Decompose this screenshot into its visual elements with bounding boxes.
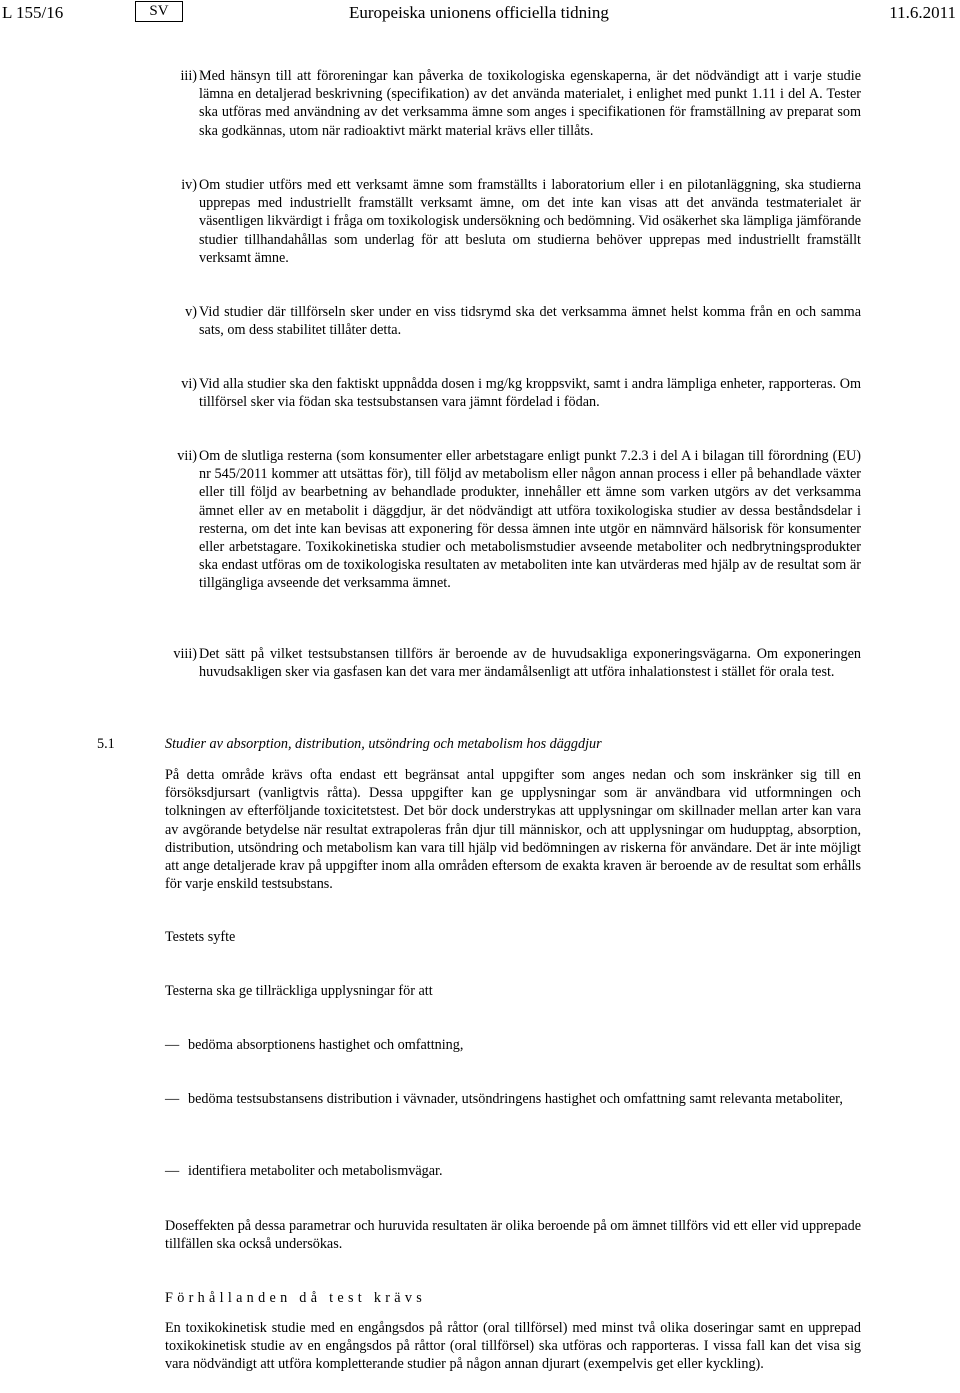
- page-header: [0, 0, 960, 26]
- item-number: vi): [181, 376, 197, 392]
- item-text: Med hänsyn till att föroreningar kan påverka de toxikologiska egenskaperna, är det nödvändigt att i varje studie lämna en detaljerad beskrivning (specifikation) av det använda materialet, i enlighet med punkt 1.11 i del A. Tester ska utföras med användning av det verksamma ämne som anges i specifikationen för framställning av preparat som ska godkännas, utom när radioaktivt märkt material krävs eller tillåts.: [199, 68, 861, 139]
- item-text: Om de slutliga resterna (som konsumenter eller arbetstagare enligt punkt 7.2.3 i del A i bilagan till förordning (EU) nr 545/2011 kommer att utsättas för), till följd av metabolism eller någon annan process i eller på behandlade växter eller till följd av bearbetning av behandlade produkter, innehåller ett ämne som varken utgörs av det verksamma ämnet eller av en metabolit i däggdjur, är det nödvändigt att utföra toxikologiska studier av dessa beståndsdelar i resterna, om det inte kan bevisas att exponering för dessa ämnen inte utgör en nämnvärd hälsorisk för konsumenter eller arbetstagare. Toxikokinetiska studier och metabolismstudier avseende metaboliter och nedbrytningsprodukter ska endast utföras om de toxikologiska resultaten av metaboliten inte kan utvärderas med hjälp av de resultat som är tillgängliga avseende det verksamma ämnet.: [199, 448, 861, 592]
- conditions-heading: Förhållanden då test krävs: [165, 1290, 427, 1306]
- item-text: Det sätt på vilket testsubstansen tillförs är beroende av de huvudsakliga exponeringsvägarna. Om exponeringen huvudsakligen sker via gasfasen kan det vara mer ändamålsenligt att utföra inhalationstest i stället för orala test.: [199, 646, 861, 681]
- bullet-text: identifiera metaboliter och metabolismvägar.: [188, 1163, 443, 1179]
- list-item: [165, 1036, 861, 1054]
- item-number: vii): [177, 448, 197, 464]
- list-item-iii: [180, 67, 861, 140]
- list-item-viii: [173, 645, 861, 681]
- item-text: Vid alla studier ska den faktiskt uppnådda dosen i mg/kg kroppsvikt, samt i andra lämpliga enheter, rapporteras. Om tillförsel sker via födan ska testsubstansen vara jämnt fördelad i födan.: [199, 376, 861, 411]
- item-number: v): [185, 304, 197, 320]
- list-item-vi: [181, 375, 861, 411]
- journal-title: Europeiska unionens officiella tidning: [349, 3, 609, 22]
- list-item-vii: [177, 447, 861, 593]
- page-reference: L 155/16: [2, 3, 64, 22]
- item-number: iv): [181, 177, 197, 193]
- section-intro: På detta område krävs ofta endast ett begränsat antal uppgifter som anges nedan och som inskränker sig till en försöksdjursart (vanligtvis råtta). Dessa uppgifter kan ge upplysningar som är användbara vid utformningen och tolkningen av efterföljande toxicitetstest. Det bör dock understrykas att upplysningar om skillnader mellan arter kan vara av avgörande betydelse när resultat extrapoleras från djur till människor, och att upplysningar om hudupptag, absorption, distribution, utsöndring och metabolism kan vara till hjälp vid bedömningen av riskerna för användare. Det är inte möjligt att ange detaljerade krav på uppgifter inom alla områden eftersom de exakta kraven är beroende av de resultat som erhålls för varje enskild testsubstans.: [165, 767, 861, 893]
- dash-marker: —: [165, 1091, 180, 1107]
- dash-marker: —: [165, 1037, 180, 1053]
- bullet-text: bedöma absorptionens hastighet och omfattning,: [188, 1037, 464, 1053]
- publication-date: 11.6.2011: [889, 3, 956, 22]
- conditions-paragraph: En toxikokinetisk studie med en engångsdos på råttor (oral tillförsel) med minst två olika doseringar samt en upprepad toxikokinetisk studie av en engångsdos på råttor (oral tillförsel) ska utföras och rapporteras. I vissa fall kan det visa sig vara nödvändigt att utföra kompletterande studier på någon annan djurart (exempelvis get eller kyckling).: [165, 1320, 861, 1373]
- bullet-text: bedöma testsubstansens distribution i vävnader, utsöndringens hastighet och omfattning samt relevanta metaboliter,: [188, 1091, 843, 1107]
- section-number: 5.1: [97, 736, 115, 752]
- list-item: [165, 1090, 861, 1108]
- dose-paragraph: Doseffekten på dessa parametrar och huruvida resultaten är olika beroende på om ämnet tillförs vid ett eller vid upprepade tillfällen ska också undersökas.: [165, 1218, 861, 1253]
- item-number: iii): [180, 68, 197, 84]
- list-item-iv: [181, 176, 861, 267]
- purpose-heading: Testets syfte: [165, 929, 236, 945]
- dash-marker: —: [165, 1163, 180, 1179]
- purpose-lead: Testerna ska ge tillräckliga upplysningar för att: [165, 983, 433, 999]
- item-text: Om studier utförs med ett verksamt ämne som framställts i laboratorium eller i en pilotanläggning, ska studierna upprepas med industriellt framställt verksamt ämne, om det inte kan visas att det använda testmaterialet är väsentligen likvärdigt i fråga om toxikologisk undersökning och bedömning. Vid osäkerhet ska lämpliga jämförande studier tillhandahållas som underlag för att besluta om studierna behöver upprepas med industriellt framställt verksamt ämne.: [199, 177, 861, 266]
- section-title: Studier av absorption, distribution, utsöndring och metabolism hos däggdjur: [165, 736, 602, 752]
- item-text: Vid studier där tillförseln sker under en viss tidsrymd ska det verksamma ämnet helst komma från en och samma sats, om dess stabilitet tillåter detta.: [199, 304, 861, 339]
- list-item-v: [185, 303, 861, 339]
- item-number: viii): [173, 646, 197, 662]
- list-item: [165, 1162, 861, 1180]
- language-badge: SV: [135, 1, 183, 22]
